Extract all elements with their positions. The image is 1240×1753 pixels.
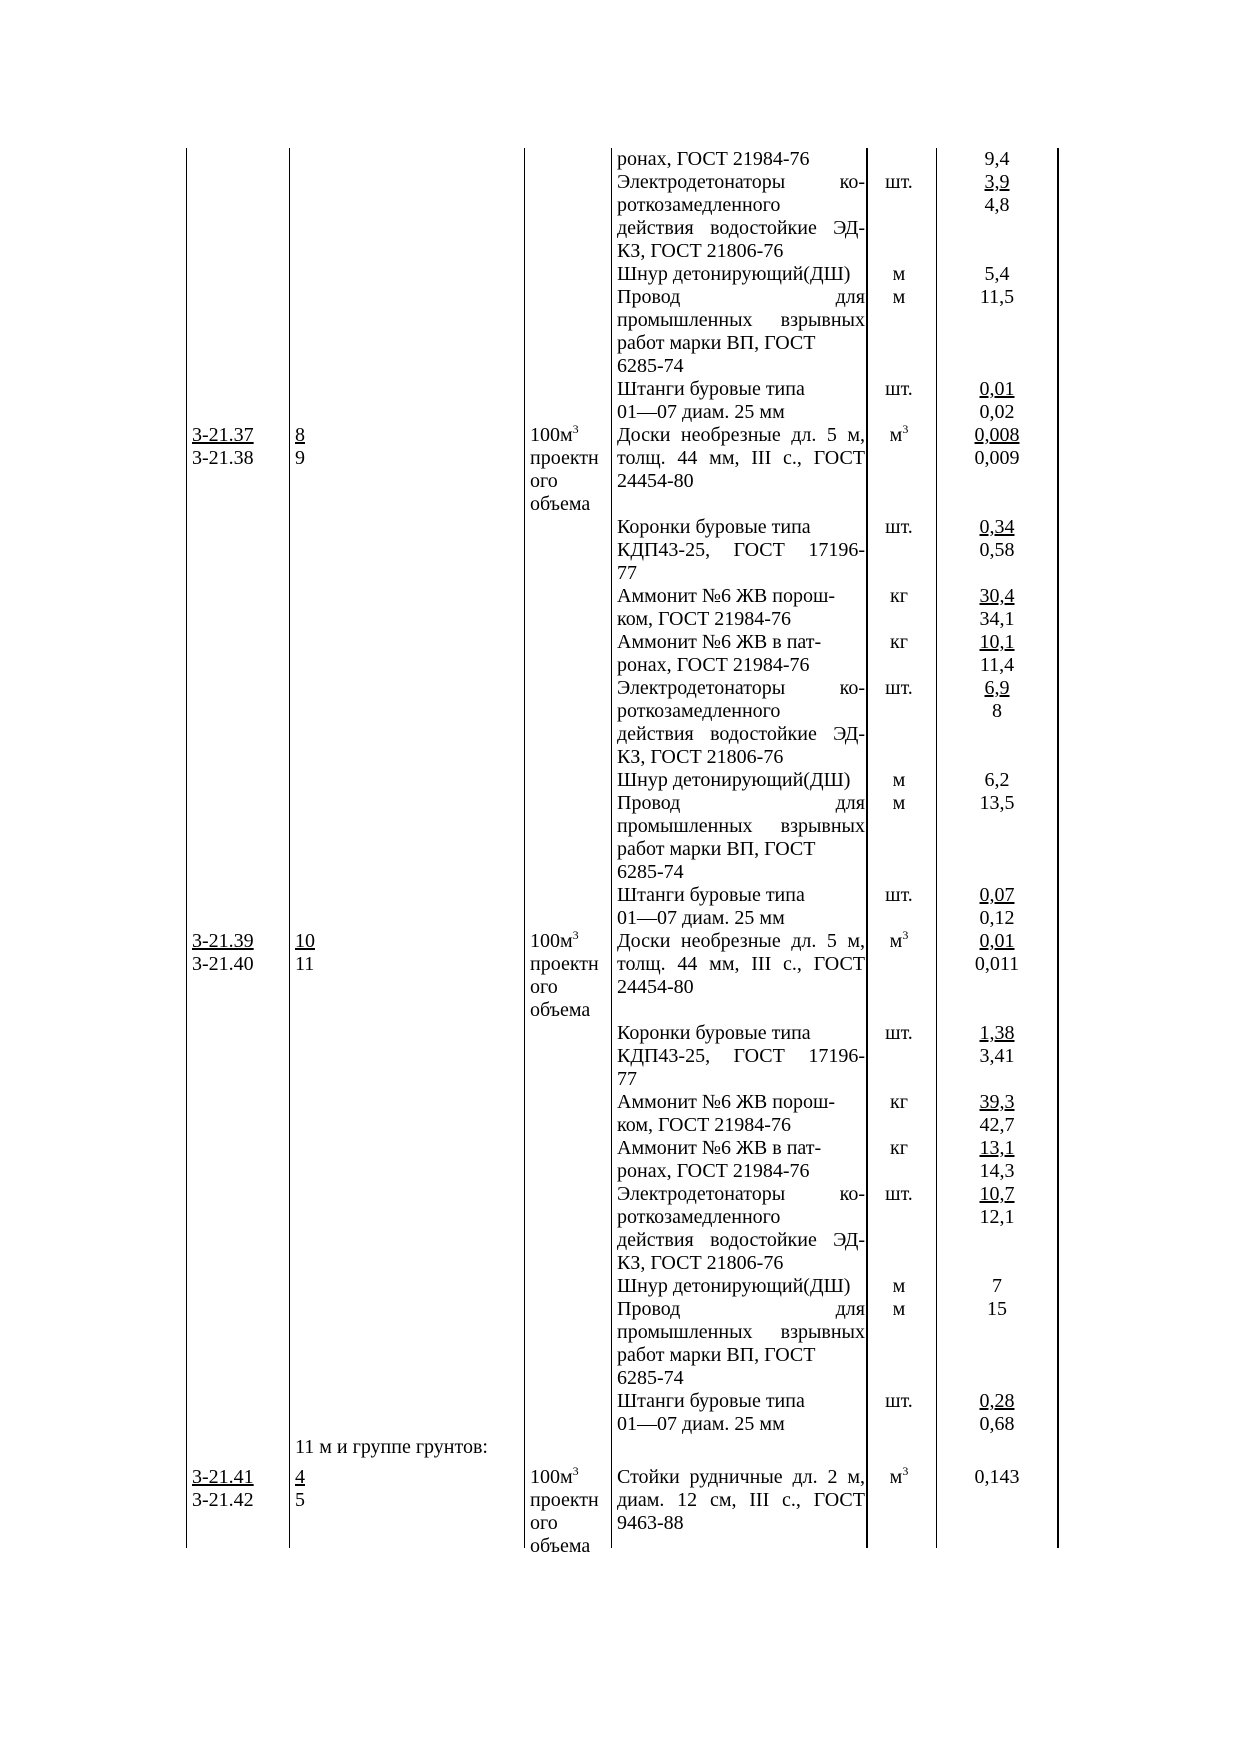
material-name-line: Коронки буровые типа [617,1022,811,1044]
measure-unit: $100м^3$ [530,422,579,446]
material-value: 5,4 [984,263,1010,285]
material-unit: м [892,792,906,814]
measure-unit: $100м^3$ [530,1463,579,1488]
column-rule [1057,148,1059,1548]
material-value: 0,01 [979,378,1015,400]
material-name-line: 77 [617,562,637,584]
material-name-line: ронах, ГОСТ 21984-76 [617,1160,810,1182]
material-name-line: Провод для [617,286,865,308]
measure-unit-line: ого [530,1511,558,1534]
material-value: 0,02 [979,401,1015,423]
material-name-line: КЗ, ГОСТ 21806-76 [617,746,784,768]
material-name-line: Коронки буровые типа [617,516,811,538]
material-value: 3,9 [984,171,1010,193]
material-value: 42,7 [979,1114,1015,1136]
material-name-line: диам. 12 см, III с., ГОСТ [617,1488,865,1511]
material-value: 9,4 [984,148,1010,170]
material-value: 6,9 [984,677,1010,699]
material-name-line: роткозамедленного [617,1206,781,1228]
material-value: 0,008 [974,424,1020,446]
column-rule [524,148,525,1548]
material-unit: м [892,286,906,308]
material-name-line: Провод для [617,792,865,814]
material-name-line: Доски необрезные дл. 5 м, [617,930,865,952]
material-name-line: 9463-88 [617,1511,684,1534]
material-name-line: роткозамедленного [617,700,781,722]
material-unit: м [892,263,906,285]
column-rule [611,148,612,1548]
material-value: 30,4 [979,585,1015,607]
material-value: 0,07 [979,884,1015,906]
material-name-line: ронах, ГОСТ 21984-76 [617,148,810,170]
material-unit: м [892,769,906,791]
unit-superscript: 3 [902,422,909,436]
material-name-line: ком, ГОСТ 21984-76 [617,1114,791,1136]
material-name-line: ком, ГОСТ 21984-76 [617,608,791,630]
material-name-line: промышленных взрывных [617,309,865,331]
measure-superscript: 3 [572,422,579,436]
material-unit: шт. [885,1390,913,1412]
material-value: 3,41 [979,1045,1015,1067]
material-name-line: 24454-80 [617,976,694,998]
column-rule [289,148,290,1548]
material-name-line: 24454-80 [617,470,694,492]
group-heading: 11 м и группе грунтов: [295,1436,488,1458]
norms-table [186,148,1060,1557]
material-value: 11,5 [979,286,1015,308]
material-name-line: Шнур детонирующий(ДШ) [617,263,851,285]
column-rule [186,148,187,1548]
unit-superscript: 3 [902,1463,909,1478]
material-name-line: Штанги буровые типа [617,1390,805,1412]
material-name-line: Аммонит №6 ЖВ порош- [617,585,836,607]
norm-code: 3-21.37 [192,424,254,446]
measure-superscript: 3 [572,928,579,942]
measure-unit: $100м^3$ [530,928,579,952]
material-value: 12,1 [979,1206,1015,1228]
material-value: 11,4 [979,654,1015,676]
material-value: 15 [987,1298,1007,1320]
material-value: 0,12 [979,907,1015,929]
material-name-line: Стойки рудничные дл. 2 м, [617,1465,865,1488]
material-unit: шт. [885,1022,913,1044]
norm-code: 3-21.39 [192,930,254,952]
material-name-line: Доски необрезные дл. 5 м, [617,424,865,446]
column-rule [936,148,937,1548]
material-name-line: промышленных взрывных [617,1321,865,1343]
measure-unit-line: объема [530,493,591,515]
norm-number: 11 [295,953,315,975]
material-value: 0,34 [979,516,1015,538]
material-unit: м [892,1275,906,1297]
material-unit: кг [890,585,908,607]
material-name-line: толщ. 44 мм, III с., ГОСТ [617,953,865,975]
material-value: 7 [992,1275,1002,1297]
material-name-line: действия водостойкие ЭД- [617,217,865,239]
material-unit: шт. [885,171,913,193]
material-name-line: Штанги буровые типа [617,378,805,400]
material-unit: шт. [885,884,913,906]
material-value: 13,1 [979,1137,1015,1159]
material-value: 14,3 [979,1160,1015,1182]
material-unit: шт. [885,1183,913,1205]
measure-unit-line: ого [530,470,558,492]
material-name-line: 01—07 диам. 25 мм [617,401,785,423]
measure-unit-line: ого [530,976,558,998]
material-unit: $м^3$ [889,422,909,446]
norm-number: 4 [295,1465,305,1488]
measure-unit-line: объема [530,999,591,1021]
material-unit: $м^3$ [889,1463,909,1488]
material-name-line: роткозамедленного [617,194,781,216]
material-name-line: Штанги буровые типа [617,884,805,906]
material-name-line: 01—07 диам. 25 мм [617,907,785,929]
norm-number: 5 [295,1488,305,1511]
measure-unit-line: проектн [530,953,599,975]
norm-code: 3-21.42 [192,1488,254,1511]
material-value: 10,7 [979,1183,1015,1205]
material-name-line: действия водостойкие ЭД- [617,723,865,745]
material-unit: кг [890,1091,908,1113]
material-name-line: 6285-74 [617,1367,684,1389]
material-name-line: КДП43-25, ГОСТ 17196- [617,1045,865,1067]
measure-unit-line: проектн [530,447,599,469]
material-value: 6,2 [984,769,1010,791]
column-rule [866,148,868,1548]
material-value: 0,28 [979,1390,1015,1412]
unit-superscript: 3 [902,928,909,942]
norm-number: 9 [295,447,305,469]
material-unit: шт. [885,378,913,400]
material-unit: $м^3$ [889,928,909,952]
material-value: 0,58 [979,539,1015,561]
material-name-line: Электродетонаторы ко- [617,677,865,699]
measure-unit-line: объема [530,1534,591,1557]
material-name-line: работ марки ВП, ГОСТ [617,838,816,860]
material-name-line: КЗ, ГОСТ 21806-76 [617,240,784,262]
material-name-line: 6285-74 [617,861,684,883]
material-value: 0,01 [979,930,1015,952]
material-value: 4,8 [984,194,1010,216]
material-unit: кг [890,1137,908,1159]
material-name-line: КДП43-25, ГОСТ 17196- [617,539,865,561]
material-name-line: промышленных взрывных [617,815,865,837]
material-name-line: 01—07 диам. 25 мм [617,1413,785,1435]
material-unit: шт. [885,677,913,699]
material-name-line: Электродетонаторы ко- [617,171,865,193]
material-name-line: толщ. 44 мм, III с., ГОСТ [617,447,865,469]
material-value: 0,009 [974,447,1020,469]
material-value: 0,143 [974,1465,1020,1488]
norm-code: 3-21.38 [192,447,254,469]
material-value: 39,3 [979,1091,1015,1113]
measure-superscript: 3 [572,1463,579,1478]
material-unit: кг [890,631,908,653]
measure-unit-line: проектн [530,1488,599,1511]
material-name-line: Электродетонаторы ко- [617,1183,865,1205]
material-value: 8 [992,700,1002,722]
norm-number: 8 [295,424,305,446]
material-name-line: КЗ, ГОСТ 21806-76 [617,1252,784,1274]
material-value: 0,68 [979,1413,1015,1435]
material-unit: шт. [885,516,913,538]
material-name-line: 77 [617,1068,637,1090]
material-name-line: Шнур детонирующий(ДШ) [617,769,851,791]
material-value: 0,011 [974,953,1020,975]
material-value: 1,38 [979,1022,1015,1044]
norm-code: 3-21.41 [192,1465,254,1488]
norm-code: 3-21.40 [192,953,254,975]
material-name-line: работ марки ВП, ГОСТ [617,332,816,354]
material-name-line: Аммонит №6 ЖВ порош- [617,1091,836,1113]
material-value: 34,1 [979,608,1015,630]
material-name-line: Провод для [617,1298,865,1320]
material-name-line: действия водостойкие ЭД- [617,1229,865,1251]
material-name-line: 6285-74 [617,355,684,377]
material-name-line: Шнур детонирующий(ДШ) [617,1275,851,1297]
norm-number: 10 [295,930,315,952]
material-value: 10,1 [979,631,1015,653]
material-name-line: ронах, ГОСТ 21984-76 [617,654,810,676]
material-unit: м [892,1298,906,1320]
material-name-line: Аммонит №6 ЖВ в пат- [617,1137,822,1159]
material-name-line: работ марки ВП, ГОСТ [617,1344,816,1366]
material-value: 13,5 [979,792,1015,814]
material-name-line: Аммонит №6 ЖВ в пат- [617,631,822,653]
